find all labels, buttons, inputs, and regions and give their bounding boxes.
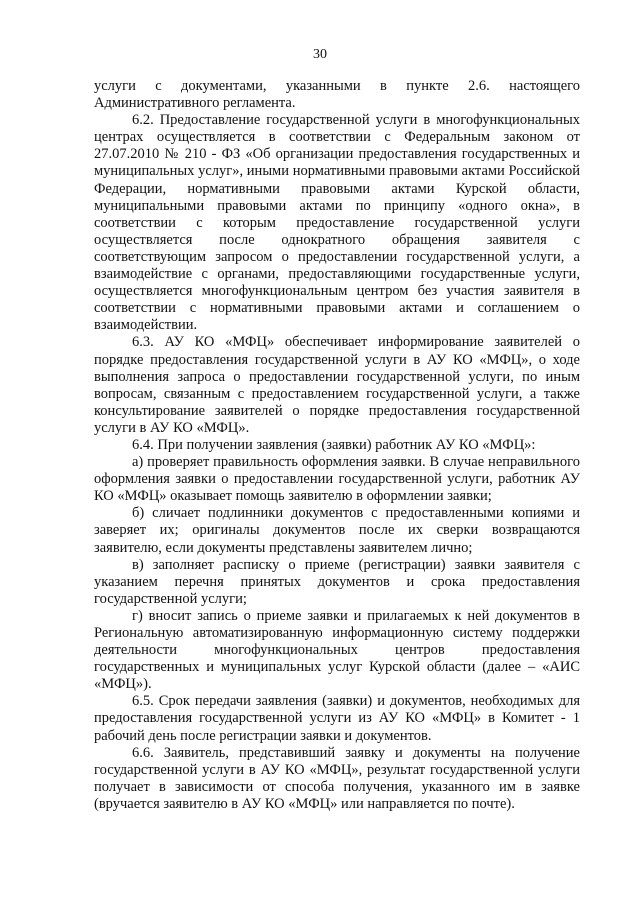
paragraph-6-4-v: в) заполняет расписку о приеме (регистрации) заявки заявителя с указанием перечня принятых документов и срока предоставления государственной услуги; (94, 556, 580, 607)
paragraph-6-6: 6.6. Заявитель, представивший заявку и документы на получение государственной услуги в АУ КО «МФЦ», результат государственной услуги получает в зависимости от способа получения, указанного им в заявке (вручается заявителю в АУ КО «МФЦ» или направляется по почте). (94, 744, 580, 812)
document-body (94, 78, 580, 813)
paragraph-6-2: 6.2. Предоставление государственной услуги в многофункциональных центрах осуществляется в соответствии с Федеральным законом от 27.07.2010 № 210 - ФЗ «Об организации предоставления государственных и муниципальных услуг», иными нормативными правовыми актами Российской Федерации, нормативными правовыми актами Курской области, муниципальными правовыми актами по принципу «одного окна», в соответствии с которым предоставление государственной услуги осуществляется после однократного обращения заявителя с соответствующим запросом о предоставлении государственной услуги, а взаимодействие с органами, предоставляющими государственные услуги, осуществляется многофункциональным центром без участия заявителя в соответствии с нормативными правовыми актами и соглашением о взаимодействии. (94, 112, 580, 334)
paragraph-6-4: 6.4. При получении заявления (заявки) работник АУ КО «МФЦ»: (132, 436, 536, 453)
paragraph-continuation: услуги с документами, указанными в пункте 2.6. настоящего Административного регламента. (94, 78, 580, 112)
paragraph-6-4-a: а) проверяет правильность оформления заявки. В случае неправильного оформления заявки о предоставлении государственной услуги, работник АУ КО «МФЦ» оказывает помощь заявителю в оформлении заявки; (94, 454, 580, 505)
paragraph-6-4-b: б) сличает подлинники документов с предоставленными копиями и заверяет их; оригиналы документов после их сверки возвращаются заявителю, если документы представлены заявителем лично; (94, 505, 580, 556)
paragraph-6-5: 6.5. Срок передачи заявления (заявки) и документов, необходимых для предоставления государственной услуги из АУ КО «МФЦ» в Комитет - 1 рабочий день после регистрации заявки и документов. (94, 693, 580, 744)
paragraph-6-4-g: г) вносит запись о приеме заявки и прилагаемых к ней документов в Региональную автоматизированную информационную систему поддержки деятельности многофункциональных центров предоставления государственных и муниципальных услуг Курской области (далее – «АИС «МФЦ»). (94, 607, 580, 693)
paragraph-6-3: 6.3. АУ КО «МФЦ» обеспечивает информирование заявителей о порядке предоставления государственной услуги в АУ КО «МФЦ», о ходе выполнения запроса о предоставлении государственной услуги, по иным вопросам, связанным с предоставлением государственной услуги, а также консультирование заявителей о порядке предоставления государственной услуги в АУ КО «МФЦ». (94, 334, 580, 436)
page-number: 30 (313, 47, 327, 62)
